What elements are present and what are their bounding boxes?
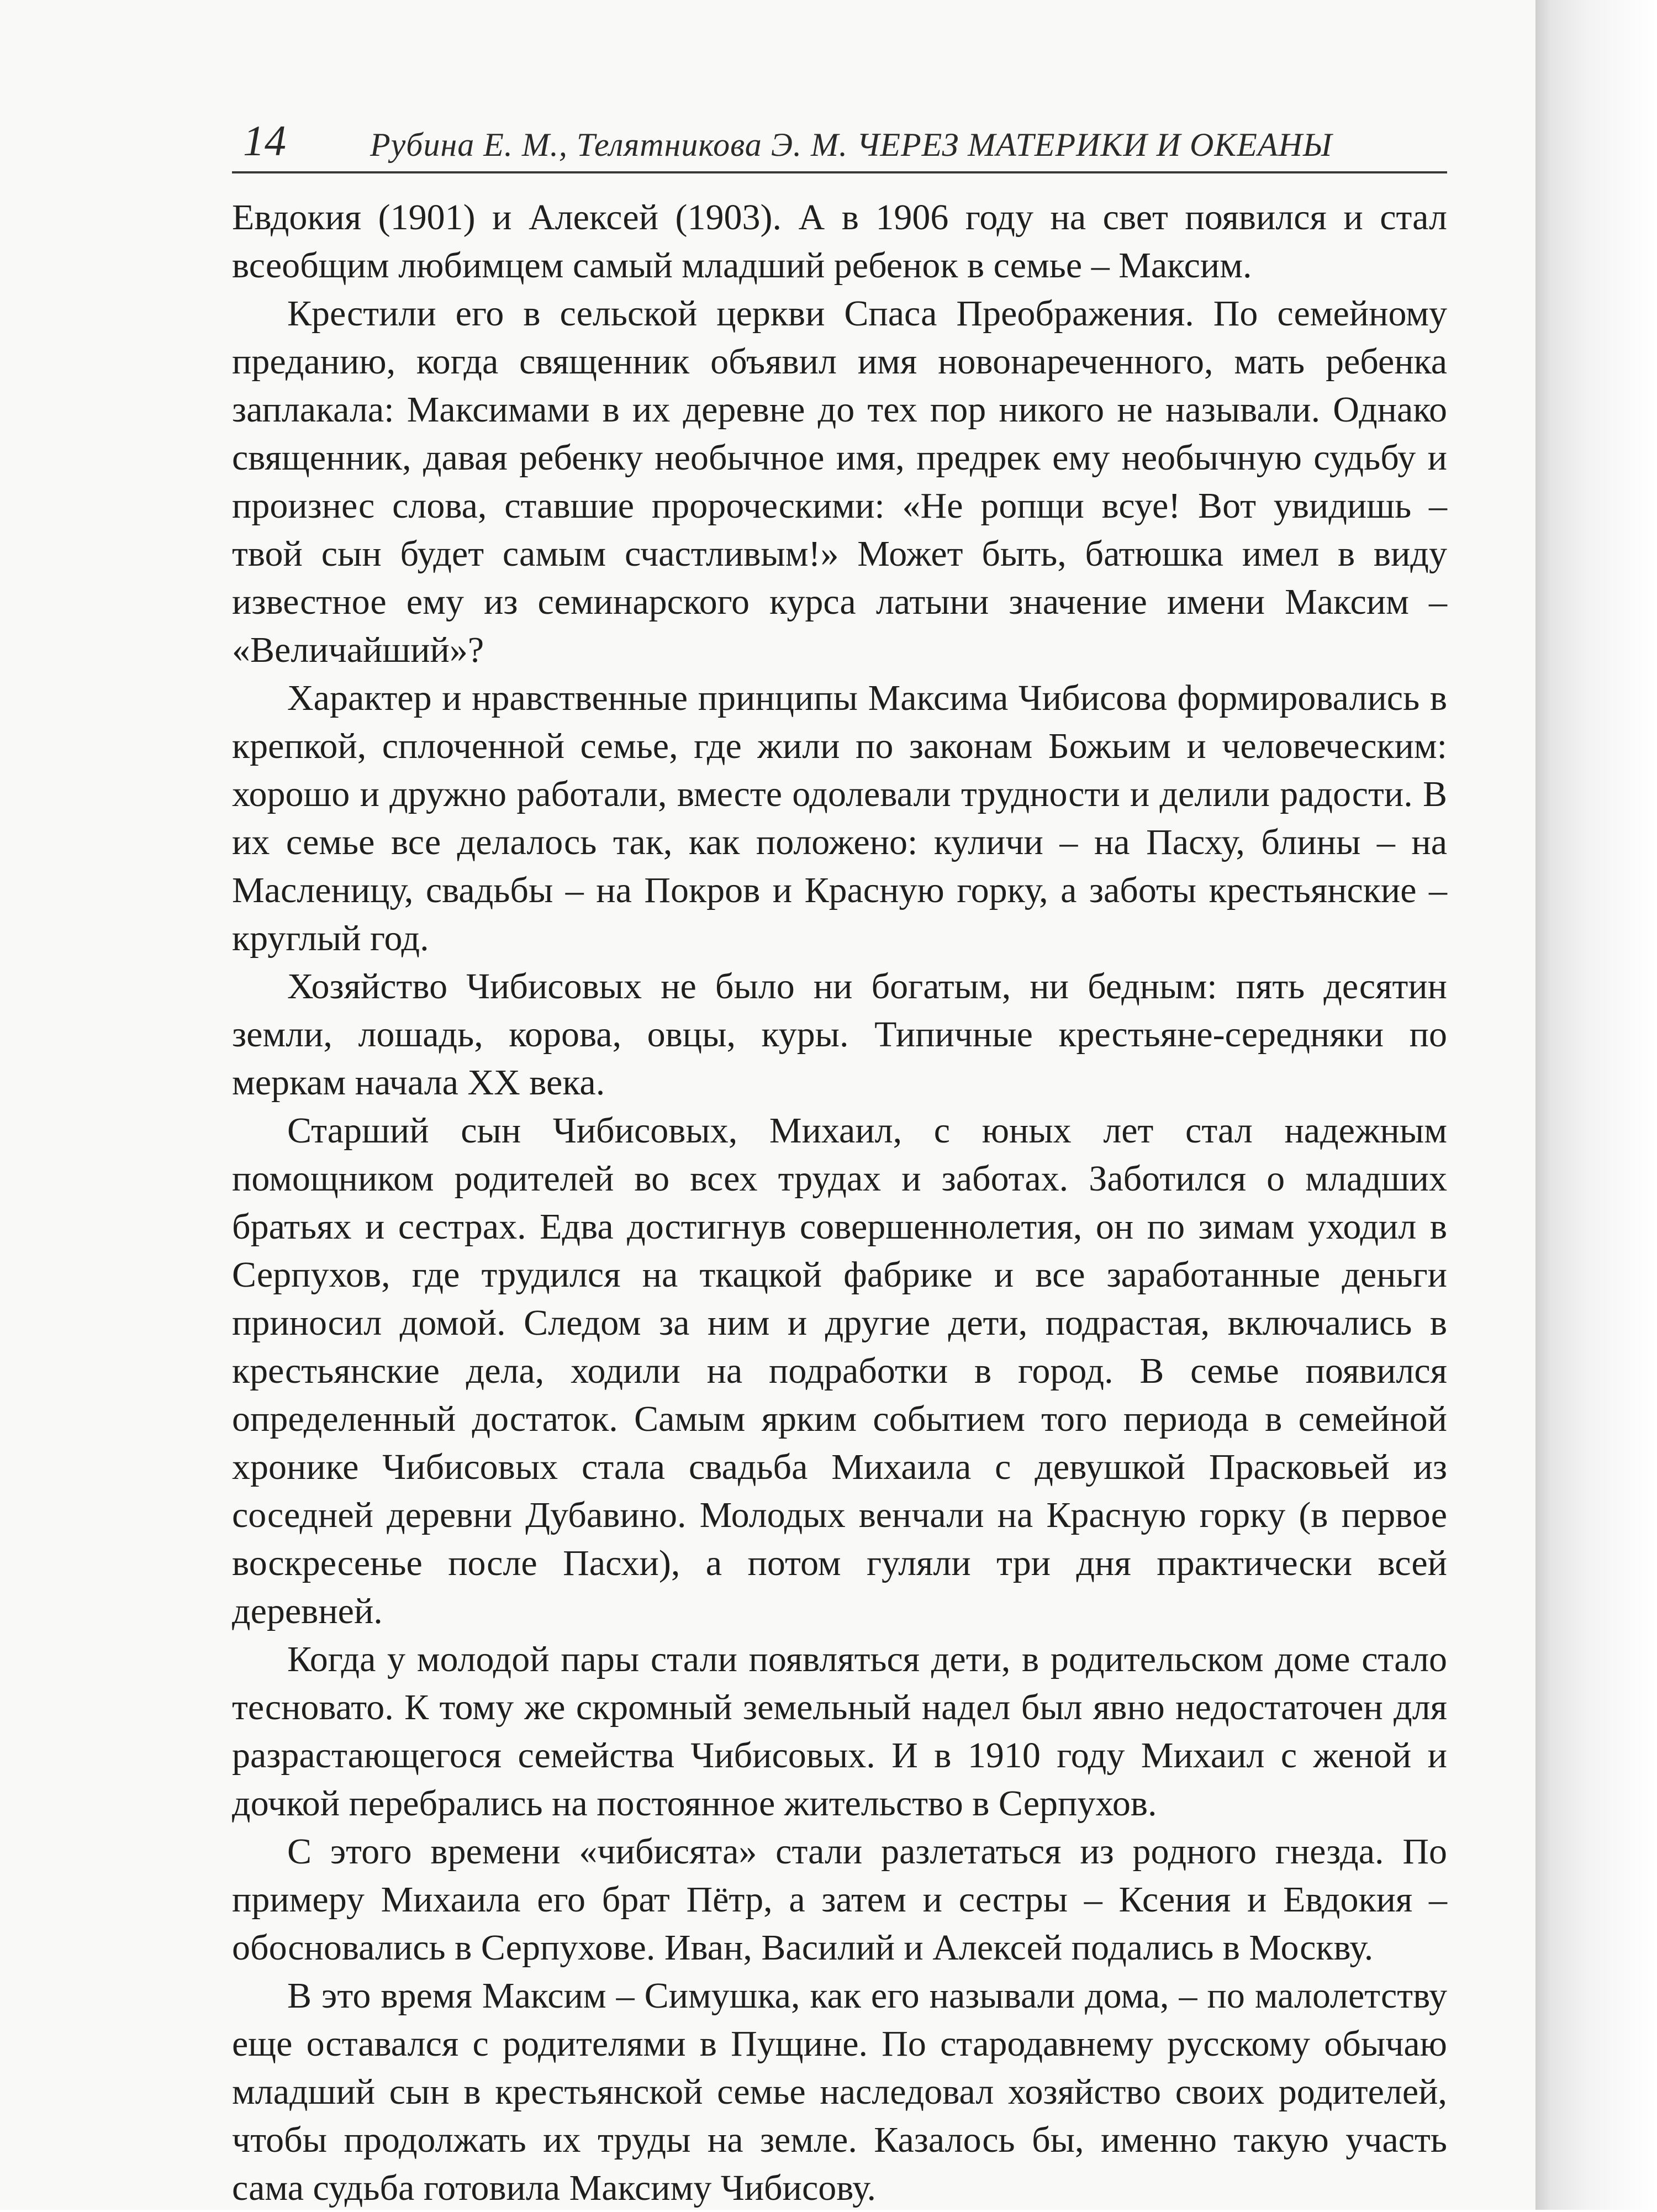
paragraph: Крестили его в сельской церкви Спаса Преображения. По семейному преданию, когда священник объявил имя новонареченного, мать ребенка заплакала: Максимами в их деревне до тех пор никого не называли. Однако священник, давая ребенку необычное имя, предрек ему необычную судьбу и произнес слова, ставшие пророческими: «Не ропщи всуе! Вот увидишь – твой сын будет самым счастливым!» Может быть, батюшка имел в виду известное ему из семинарского курса латыни значение имени Максим – «Величайший»? <box>232 293 1447 670</box>
paragraph: Характер и нравственные принципы Максима Чибисова формировались в крепкой, сплоченной семье, где жили по законам Божьим и человеческим: хорошо и дружно работали, вместе одолевали трудности и делили радости. В их семье все делалось так, как положено: куличи – на Пасху, блины – на Масленицу, свадьбы – на Покров и Красную горку, а заботы крестьянские – круглый год. <box>232 678 1447 958</box>
running-title: Рубина Е. М., Телятникова Э. М. ЧЕРЕЗ МАТЕРИКИ И ОКЕАНЫ <box>370 127 1333 163</box>
running-header <box>232 105 1447 173</box>
body-text <box>232 193 1447 2212</box>
paragraph: Старший сын Чибисовых, Михаил, с юных лет стал надежным помощником родителей во всех трудах и заботах. Заботился о младших братьях и сестрах. Едва достигнув совершеннолетия, он по зимам уходил в Серпухов, где трудился на ткацкой фабрике и все заработанные деньги приносил домой. Следом за ним и другие дети, подрастая, включались в крестьянские дела, ходили на подработки в город. В семье появился определенный достаток. Самым ярким событием того периода в семейной хронике Чибисовых стала свадьба Михаила с девушкой Прасковьей из соседней деревни Дубавино. Молодых венчали на Красную горку (в первое воскресенье после Пасхи), а потом гуляли три дня практически всей деревней. <box>232 1110 1447 1631</box>
page-edge-shadow <box>1535 0 1657 2210</box>
paragraph: Когда у молодой пары стали появляться дети, в родительском доме стало тесновато. К тому же скромный земельный надел был явно недостаточен для разрастающегося семейства Чибисовых. И в 1910 году Михаил с женой и дочкой перебрались на постоянное жительство в Серпухов. <box>232 1639 1447 1824</box>
paragraph: Евдокия (1901) и Алексей (1903). А в 1906 году на свет появился и стал всеобщим любимцем самый младший ребенок в семье – Максим. <box>232 197 1447 286</box>
paragraph: С этого времени «чибисята» стали разлетаться из родного гнезда. По примеру Михаила его брат Пётр, а затем и сестры – Ксения и Евдокия – обосновались в Серпухове. Иван, Василий и Алексей подались в Москву. <box>232 1831 1447 1968</box>
paragraph: В это время Максим – Симушка, как его называли дома, – по малолетству еще оставался с родителями в Пущине. По стародавнему русскому обычаю младший сын в крестьянской семье наследовал хозяйство своих родителей, чтобы продолжать их труды на земле. Казалось бы, именно такую участь сама судьба готовила Максиму Чибисову. <box>232 1976 1447 2208</box>
page-number: 14 <box>243 117 286 165</box>
paragraph: Хозяйство Чибисовых не было ни богатым, ни бедным: пять десятин земли, лошадь, корова, овцы, куры. Типичные крестьяне-середняки по меркам начала XX века. <box>232 966 1447 1103</box>
